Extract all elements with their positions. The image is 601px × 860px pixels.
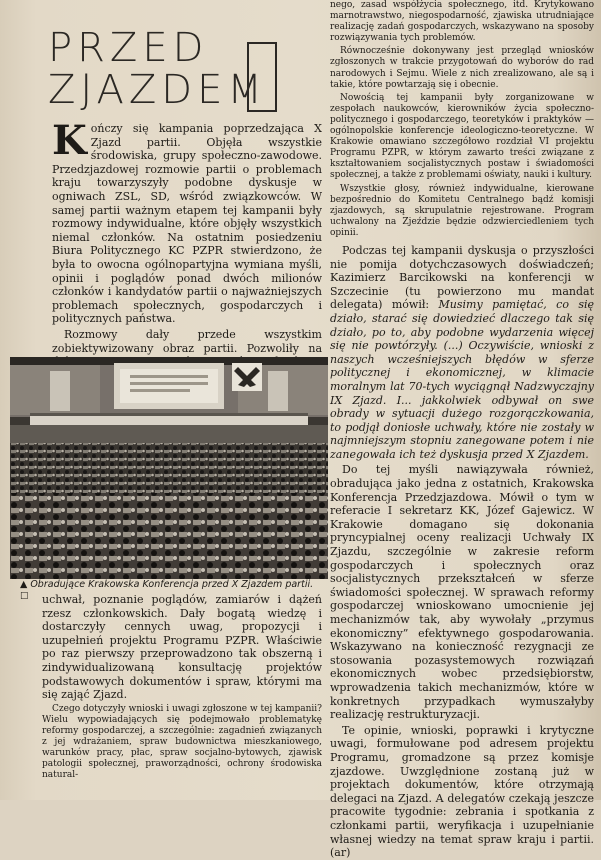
conference-hall-image [10, 357, 328, 579]
lead-paragraph-text: ończy się kampania poprzedzająca X Zjazd partii. Objęła wszystkie środowiska, grupy społeczno-zawodowe. Przedzjazdowej rozmowie partii o problemach kraju towarzyszyły podobne dyskusje w ogniwach ZSL, SD, wśród związkowców. W samej partii ważnym etapem tej kampanii były rozmowy indywidualne, które objęły wszystkich niemal członków. Na ostatnim posiedzeniu Biura Politycznego KC PZPR stwierdzono, że była to owocna ogólnopartyjna wymiana myśli, opinii i poglądów ponad dwóch milionów członków i kandydatów partii o najważniejszych problemach społecznych, gospodarczych i politycznych państwa. [52, 122, 322, 326]
small-paragraph: Równocześnie dokonywany jest przegląd wniosków zgłoszonych w trakcie przygotowań do wyborów do rad narodowych i Sejmu. Wiele z nich zrealizowano, ale są i takie, które powtarzają się i obecnie. [330, 46, 594, 90]
small-paragraph: nego, zasad współżycia społecznego, itd. Krytykowano marnotrawstwo, niegospodarność, zjawiska utrudniające realizację zadań gospodarczych, wskazywano na sposoby rozwiązywania tych problemów. [330, 0, 594, 44]
conference-photo [10, 357, 328, 579]
small-paragraph: Czego dotyczyły wnioski i uwagi zgłoszone w tej kampanii? Wielu wypowiadających się podejmowało problematykę reformy gospodarczej, a szczególnie: zagadnień związanych z jej wdrażaniem, spraw budownictwa mieszkaniowego, warunków pracy, płac, spraw socjalno-bytowych, zjawisk patologii społecznej, praworządności, ochrony środowiska natural- [42, 703, 322, 781]
paragraph: Do tej myśli nawiązywała również, obradująca jako jedna z ostatnich, Krakowska Konferencja Przedzjazdowa. Mówił o tym w referacie I sekretarz KK, Józef Gajewicz. W Krakowie domagano się dokonania pryncypialnej oceny realizacji Uchwały IX Zjazdu, szczególnie w zakresie reform gospodarczych i społecznych oraz socjalistycznych przekształceń w sferze świadomości społecznej. W sprawach reformy gospodarczej wnioskowano umocnienie jej mechanizmów tak, aby wywołały „przymus ekonomiczny” efektywnego gospodarowania. Wskazywano na konieczność rezygnacji ze stosowania pozasystemowych rozwiązań ekonomicznych wobec przedsiębiorstw, wprowadzenia takich mechanizmów, które w konkretnych przypadkach wymuszałyby realizację restrukturyzacji. [330, 463, 594, 722]
title-line-1: PRZED [48, 25, 209, 71]
caption-marker-icon: ▲ [20, 579, 31, 590]
column-right [330, 0, 595, 860]
column-left-bottom [42, 593, 322, 800]
paragraph: Te opinie, wnioski, poprawki i krytyczne uwagi, formułowane pod adresem projektu Programu, gromadzone są przez komisje zjazdowe. Uwzględnione zostaną już w projektach dokumentów, które otrzymają delegaci na Zjazd. A delegatów czekają jeszcze pracowite tygodnie: zebrania i spotkania z członkami partii, weryfikacja i uzupełnianie własnej wiedzy na temat spraw kraju i partii. (ar) [330, 723, 594, 860]
paragraph: Rozmowy dały przede wszystkim zobiektywizowany obraz partii. Pozwoliły na [52, 327, 322, 355]
quote-lead: Podczas tej kampanii dyskusja o przyszłości nie pomija dotychczasowych doświadczeń; Kazimierz Barcikowski na konferencji w Szczecinie (tu powierzono mu mandat delegata) mówił: [330, 243, 594, 312]
article-title [48, 25, 280, 116]
caption-text: Obradujące Krakowska Konferencja przed X Zjazdem partii. [30, 579, 314, 590]
column-left-top [52, 117, 322, 355]
quote-paragraph [330, 244, 594, 462]
small-paragraph: Nowością tej kampanii były zorganizowane w zespołach naukowców, kierowników życia społeczno-politycznego i gospodarczego, teoretyków i praktyków — ogólnopolskie konferencje ideologiczno-teoretyczne. W Krakowie omawiano szczegółowo rozdział VI projektu Programu PZPR, w którym zawarto treści związane z kształtowaniem socjalistycznych postaw i świadomości społecznej, a także z problemami oświaty, nauki i kultury. [330, 92, 594, 181]
quote-text: Musimy pamiętać, co się działo, starać się dowiedzieć dlaczego tak się działo, po to, aby podobne wydarzenia więcej się nie powtórzyły. (...) Oczywiście, wnioski z naszych wcześniejszych błędów w sferze politycznej i ekonomicznej, w klimacie moralnym lat 70-tych wyciągnął Nadzwyczajny IX Zjazd. I... jakkolwiek odbywał on swe obrady w sytuacji dużego rozgorączkowania, to podjął doniosłe uchwały, które nie zostały w najmniejszym stopniu zanegowane potem i nie zanegowała ich też dyskusja przed X Zjazdem. [330, 298, 595, 461]
title-decor-box [247, 42, 277, 112]
title-line-2: ZJAZDEM [48, 67, 267, 113]
drop-cap: K [52, 117, 87, 164]
small-paragraph: Wszystkie głosy, również indywidualne, kierowane bezpośrednio do Komitetu Centralnego bądź komisji zjazdowych, są skrupulatnie rejestrowane. Program uchwalony na Zjeździe będzie odzwierciedleniem tych opinii. [330, 183, 594, 238]
lead-paragraph [52, 117, 322, 326]
caption-end-icon: ☐ [20, 590, 29, 602]
paragraph: uchwał, poznanie poglądów, zamiarów i dążeń rzesz członkowskich. Dały bogatą wiedzę i dostarczyły cennych uwag, propozycji i uzupełnień projektu Programu PZPR. Właściwie po raz pierwszy przeprowadzono tak obszerną i zindywidualizowaną konsultację projektów podstawowych dokumentów i spraw, którymi ma się zająć Zjazd. [42, 593, 322, 702]
